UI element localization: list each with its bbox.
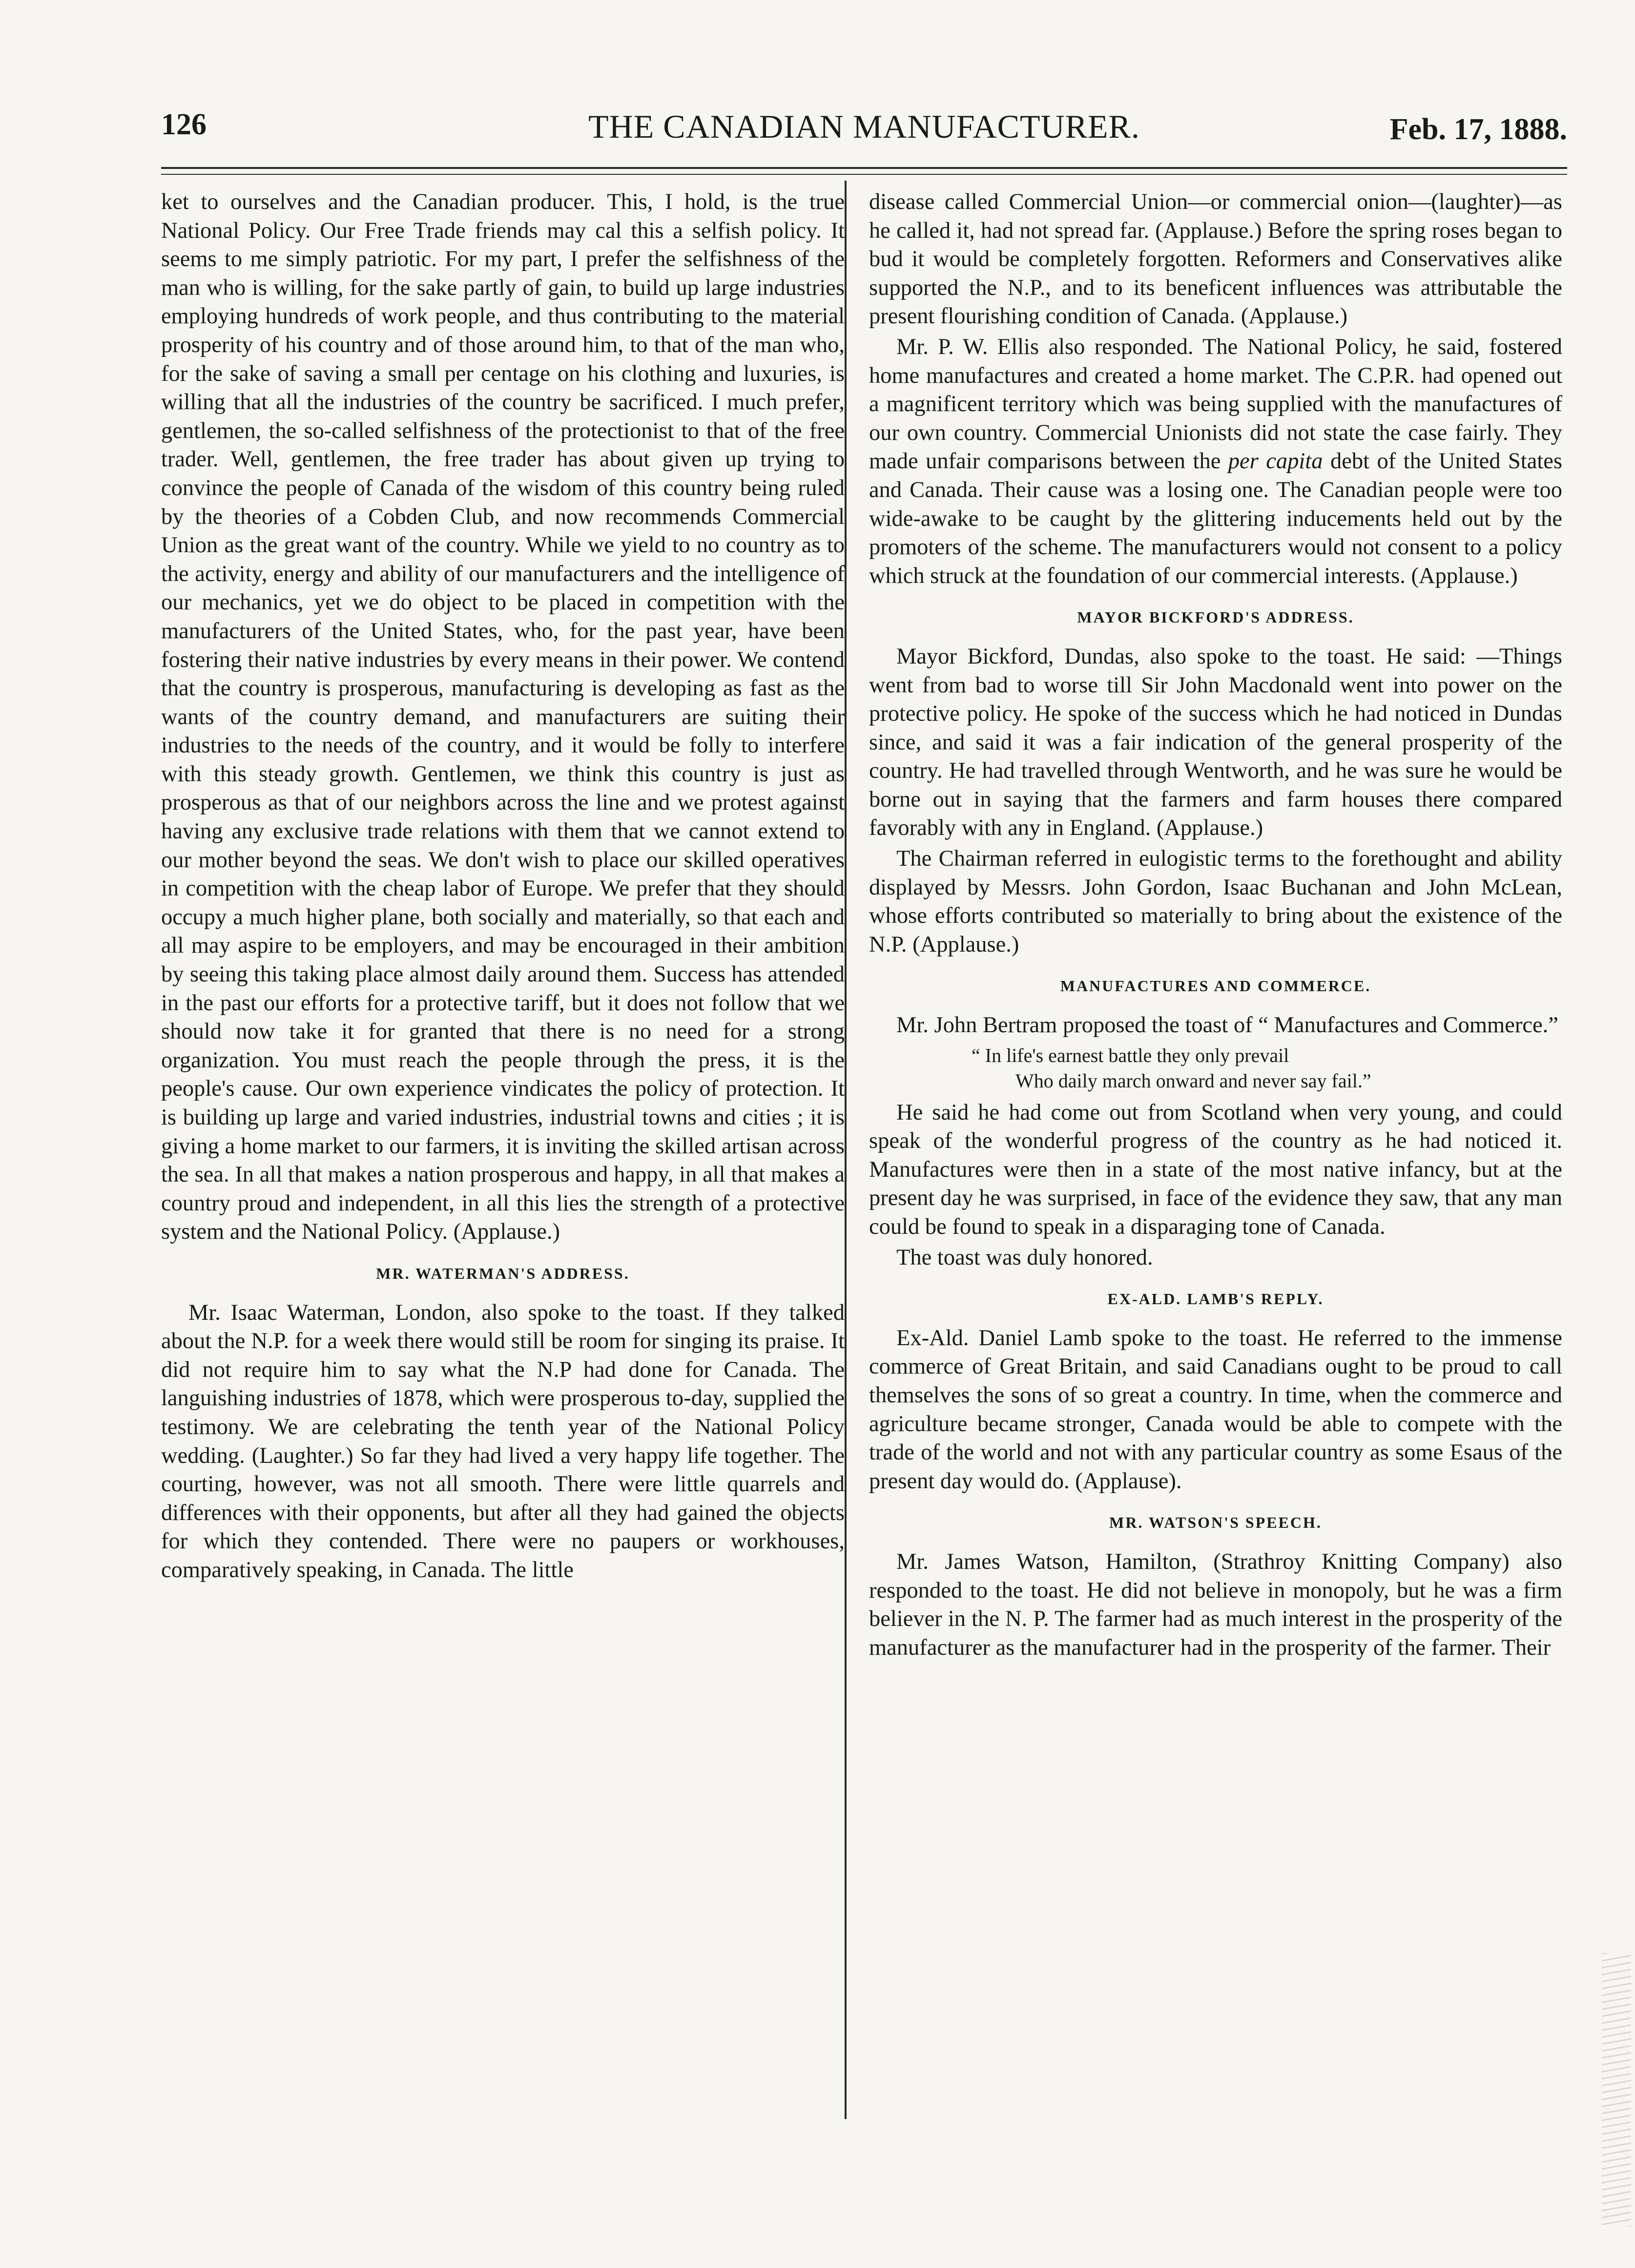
header-rule-bottom <box>161 174 1567 175</box>
article-paragraph: Mr. John Bertram proposed the toast of “ Manufactures and Commerce.” <box>896 1013 1558 1038</box>
page-header <box>161 93 1567 161</box>
article-paragraph: Mr. Isaac Waterman, London, also spoke to the toast. If they talked about the N.P. for a week there would still be room for singing its praise. It did not require him to say what the N.P had done for Canada. The languishing industries of 1878, which were prosperous to-day, supplied the testimony. We are celebrating the tenth year of the National Policy wedding. (Laughter.) So far they had lived a very happy life together. The courting, however, was not all smooth. There were little quarrels and differences with their opponents, but after all they had gained the objects for which they contended. There were no paupers or workhouses, comparatively speaking, in Canada. The little <box>161 1300 845 1582</box>
section-heading-commerce: MANUFACTURES AND COMMERCE. <box>1060 977 1371 995</box>
article-paragraph: The Chairman referred in eulogistic terms to the forethought and ability displayed by Messrs. John Gordon, Isaac Buchanan and John McLean, whose efforts contributed so materially to bring about the existence of the N.P. (Applause.) <box>869 846 1562 957</box>
article-paragraph-ellis <box>869 333 1562 590</box>
verse-line: Who daily march onward and never say fail.” <box>1015 1069 1371 1092</box>
journal-title: THE CANADIAN MANUFACTURER. <box>588 108 1140 145</box>
italic-phrase: per capita <box>1228 449 1323 474</box>
section-heading-waterman: MR. WATERMAN'S ADDRESS. <box>376 1264 630 1282</box>
left-column <box>161 188 845 1587</box>
article-paragraph: Mayor Bickford, Dundas, also spoke to the toast. He said: —Things went from bad to worse till Sir John Macdonald went into power on the protective policy. He spoke of the success which he had noticed in Dundas since, and said it was a fair indication of the general prosperity of the country. He had travelled through Wentworth, and he was sure he would be borne out in saying that the farmers and farm houses there compared favorably with any in England. (Applause.) <box>869 644 1562 841</box>
article-paragraph: The toast was duly honored. <box>896 1245 1153 1270</box>
page-edge-shadow <box>1602 1953 1631 2226</box>
column-divider <box>845 181 847 2119</box>
article-paragraph: He said he had come out from Scotland when very young, and could speak of the wonderful progress of the country as he had noticed it. Manufactures were then in a state of the most native infancy, but at the present day he was surprised, in face of the evidence they saw, that any man could be found to speak in a disparaging tone of Canada. <box>869 1100 1562 1239</box>
verse-quote <box>869 1043 1562 1094</box>
verse-line: “ In life's earnest battle they only prevail <box>972 1044 1289 1066</box>
text-run: Mr. P. W. Ellis also responded. The National Policy, he said, fostered home manufactures and created a home market. The C.P.R. had opened out a magnificent territory which was being supplied with the manufactures of our own country. Commercial Unionists did not state the case fairly. They made unfair comparisons between the <box>869 334 1562 474</box>
text-run: debt of the United States and Canada. Their cause was a losing one. The Canadian people were too wide-awake to be caught by the glittering inducements held out by the promoters of the scheme. The manufacturers would not consent to a policy which struck at the foundation of our commercial interests. (Applause.) <box>869 449 1563 588</box>
article-paragraph: ket to ourselves and the Canadian producer. This, I hold, is the true National Policy. Our Free Trade friends may cal this a selfish policy. It seems to me simply patriotic. For my part, I prefer the selfishness of the man who is willing, for the sake partly of gain, to build up large industries employing hundreds of work people, and thus contributing to the material prosperity of his country and of those around him, to that of the man who, for the sake of saving a small per centage on his clothing and luxuries, is willing that all the industries of the country be sacrificed. I much prefer, gentlemen, the so-called selfishness of the protectionist to that of the free trader. Well, gentlemen, the free trader has about given up trying to convince the people of Canada of the wisdom of this country being ruled by the theories of a Cobden Club, and now recommends Commercial Union as the great want of the country. While we yield to no country as to the activity, energy and ability of our manufacturers and the intelligence of our mechanics, yet we do object to be placed in competition with the manufacturers of the United States, who, for the past year, have been fostering their native industries by every means in their power. We contend that the country is prosperous, manufacturing is developing as fast as the wants of the country demand, and manufacturers are suiting their industries to the needs of the country, and it would be folly to interfere with this steady growth. Gentlemen, we think this country is just as prosperous as that of our neighbors across the line and we protest against having any exclusive trade relations with them that we cannot extend to our mother beyond the seas. We don't wish to place our skilled operatives in competition with the cheap labor of Europe. We prefer that they should occupy a much higher plane, both socially and materially, so that each and all may aspire to be employers, and may be encouraged in their ambition by seeing this taking place almost daily around them. Success has attended in the past our efforts for a protective tariff, but it does not follow that we should now take it for granted that there is no need for a strong organization. You must reach the people through the press, it is the people's cause. Our own experience vindicates the policy of protection. It is building up large and varied industries, industrial towns and cities ; it is giving a home market to our farmers, it is inviting the skilled artisan across the sea. In all that makes a nation prosperous and happy, in all that makes a country proud and independent, in all this lies the strength of a protective system and the National Policy. (Applause.) <box>161 189 845 1245</box>
section-heading-bickford: MAYOR BICKFORD'S ADDRESS. <box>1077 608 1354 626</box>
article-paragraph: Mr. James Watson, Hamilton, (Strathroy Knitting Company) also responded to the toast. He did not believe in monopoly, but he was a firm believer in the N. P. The farmer had as much interest in the prosperity of the manufacturer as the manufacturer had in the prosperity of the farmer. Their <box>869 1549 1562 1660</box>
article-paragraph: disease called Commercial Union—or commercial onion—(laughter)—as he called it, had not spread far. (Applause.) Before the spring roses began to bud it would be completely forgotten. Reformers and Conservatives alike supported the N.P., and to its beneficent influences was attributable the present flourishing condition of Canada. (Applause.) <box>869 189 1562 329</box>
page-number: 126 <box>161 108 207 141</box>
section-heading-watson: MR. WATSON'S SPEECH. <box>1109 1514 1322 1532</box>
section-heading-lamb: EX-ALD. LAMB'S REPLY. <box>1107 1290 1324 1308</box>
header-rule-top <box>161 167 1567 169</box>
article-paragraph: Ex-Ald. Daniel Lamb spoke to the toast. He referred to the immense commerce of Great Britain, and said Canadians ought to be proud to call themselves the sons of so great a country. In time, when the commerce and agriculture became stronger, Canada would be able to compete with the trade of the world and not with any particular country as some Esaus of the present day would do. (Applause). <box>869 1325 1562 1494</box>
right-column <box>869 188 1562 1664</box>
issue-date: Feb. 17, 1888. <box>1389 113 1567 146</box>
